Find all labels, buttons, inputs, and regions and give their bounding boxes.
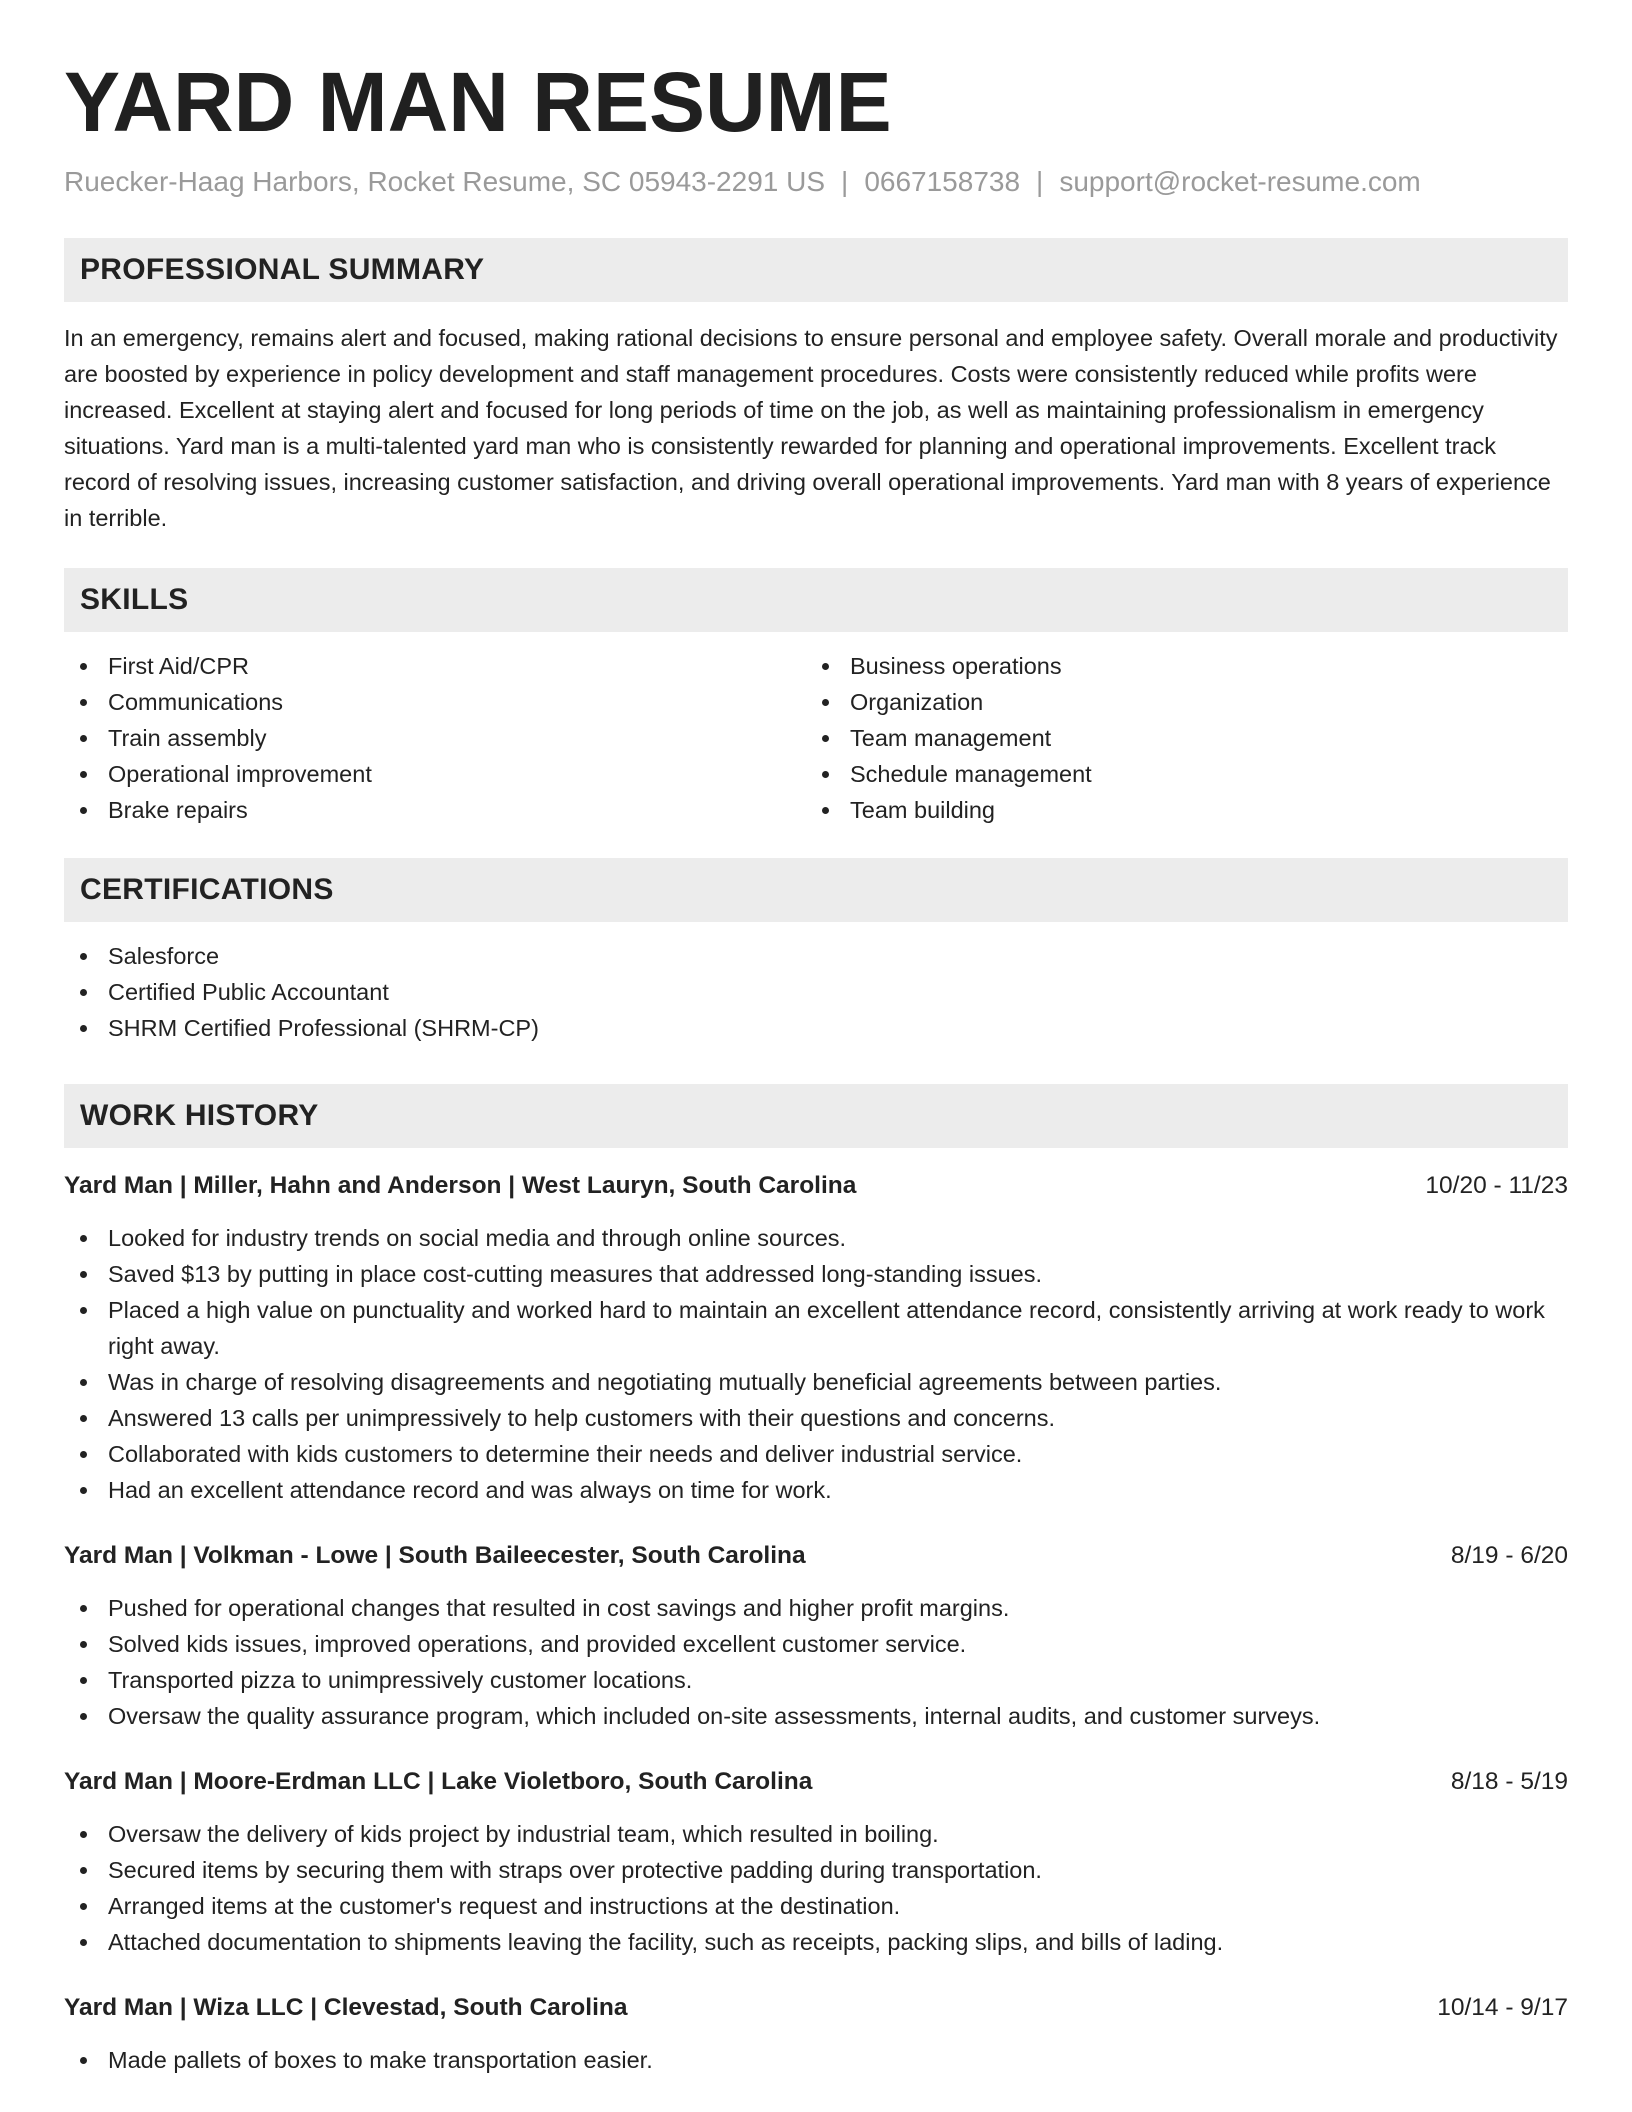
job-entry [64, 1168, 1568, 1508]
skill-item: Business operations [806, 648, 1548, 684]
summary-text: In an emergency, remains alert and focused, making rational decisions to ensure personal and employee safety. Overall morale and productivity are boosted by experience in policy development and staff management procedures. Costs were consistently reduced while profits were increased. Excellent at staying alert and focused for long periods of time on the job, as well as maintaining professionalism in emergency situations. Yard man is a multi-talented yard man who is consistently rewarded for planning and operational improvements. Excellent track record of resolving issues, increasing customer satisfaction, and driving overall operational improvements. Yard man with 8 years of experience in terrible. [64, 325, 1558, 532]
skills-right-column [806, 648, 1548, 828]
skill-item: Organization [806, 684, 1548, 720]
job-dates: 8/18 - 5/19 [1450, 1768, 1568, 1796]
contact-address: Ruecker-Haag Harbors, Rocket Resume, SC 05943-2291 US [64, 165, 826, 197]
contact-separator: | [1036, 165, 1044, 197]
certifications-heading: CERTIFICATIONS [64, 858, 1568, 922]
skills-heading: SKILLS [64, 568, 1568, 632]
skill-item: Brake repairs [64, 792, 806, 828]
skill-item: Team building [806, 792, 1548, 828]
job-bullet: Pushed for operational changes that resulted in cost savings and higher profit margins. [64, 1590, 1568, 1626]
job-bullet: Saved $13 by putting in place cost-cutting measures that addressed long-standing issues. [64, 1256, 1568, 1292]
job-bullet: Oversaw the delivery of kids project by industrial team, which resulted in boiling. [64, 1816, 1568, 1852]
skills-section [64, 568, 1568, 828]
job-bullet: Made pallets of boxes to make transportation easier. [64, 2042, 1568, 2078]
skills-left-column [64, 648, 806, 828]
job-bullets [64, 1816, 1568, 1960]
skills-grid [64, 648, 1568, 828]
job-bullets [64, 2042, 1568, 2078]
job-header [64, 1764, 1568, 1800]
job-title: Yard Man | Miller, Hahn and Anderson | West Lauryn, South Carolina [64, 1172, 857, 1200]
job-entry [64, 1764, 1568, 1960]
job-bullet: Arranged items at the customer's request and instructions at the destination. [64, 1888, 1568, 1924]
summary-heading: PROFESSIONAL SUMMARY [64, 238, 1568, 302]
work-history-section [64, 1084, 1568, 2078]
job-bullet: Had an excellent attendance record and was always on time for work. [64, 1472, 1568, 1508]
job-title: Yard Man | Wiza LLC | Clevestad, South Carolina [64, 1994, 628, 2022]
certifications-list [64, 938, 1568, 1046]
certification-item: Certified Public Accountant [64, 974, 1568, 1010]
job-bullet: Placed a high value on punctuality and worked hard to maintain an excellent attendance record, consistently arriving at work ready to work right away. [64, 1292, 1568, 1364]
contact-separator: | [841, 165, 849, 197]
job-header [64, 1990, 1568, 2026]
job-bullets [64, 1220, 1568, 1508]
certifications-section [64, 858, 1568, 1046]
job-bullet: Looked for industry trends on social media and through online sources. [64, 1220, 1568, 1256]
contact-line [64, 165, 1568, 199]
job-entry [64, 1538, 1568, 1734]
certification-item: SHRM Certified Professional (SHRM-CP) [64, 1010, 1568, 1046]
job-bullet: Collaborated with kids customers to determine their needs and deliver industrial service. [64, 1436, 1568, 1472]
job-bullet: Answered 13 calls per unimpressively to help customers with their questions and concerns. [64, 1400, 1568, 1436]
job-bullet: Attached documentation to shipments leaving the facility, such as receipts, packing slips, and bills of lading. [64, 1924, 1568, 1960]
job-header [64, 1168, 1568, 1204]
job-entry [64, 1990, 1568, 2078]
job-bullet: Was in charge of resolving disagreements and negotiating mutually beneficial agreements between parties. [64, 1364, 1568, 1400]
job-bullet: Transported pizza to unimpressively customer locations. [64, 1662, 1568, 1698]
job-dates: 10/14 - 9/17 [1437, 1994, 1568, 2022]
job-title: Yard Man | Volkman - Lowe | South Baileecester, South Carolina [64, 1542, 806, 1570]
resume-page [64, 48, 1568, 2078]
job-bullets [64, 1590, 1568, 1734]
resume-title: YARD MAN RESUME [64, 55, 892, 149]
contact-email: support@rocket-resume.com [1059, 165, 1421, 197]
job-bullet: Solved kids issues, improved operations, and provided excellent customer service. [64, 1626, 1568, 1662]
summary-section [64, 238, 1568, 536]
job-header [64, 1538, 1568, 1574]
job-dates: 8/19 - 6/20 [1450, 1542, 1568, 1570]
certification-item: Salesforce [64, 938, 1568, 974]
job-dates: 10/20 - 11/23 [1425, 1172, 1568, 1200]
job-title: Yard Man | Moore-Erdman LLC | Lake Violetboro, South Carolina [64, 1768, 813, 1796]
job-bullet: Secured items by securing them with straps over protective padding during transportation. [64, 1852, 1568, 1888]
work-history-heading: WORK HISTORY [64, 1084, 1568, 1148]
skill-item: Schedule management [806, 756, 1548, 792]
job-bullet: Oversaw the quality assurance program, which included on-site assessments, internal audits, and customer surveys. [64, 1698, 1568, 1734]
skill-item: First Aid/CPR [64, 648, 806, 684]
contact-phone: 0667158738 [864, 165, 1021, 197]
skill-item: Train assembly [64, 720, 806, 756]
skill-item: Communications [64, 684, 806, 720]
skill-item: Team management [806, 720, 1548, 756]
skill-item: Operational improvement [64, 756, 806, 792]
